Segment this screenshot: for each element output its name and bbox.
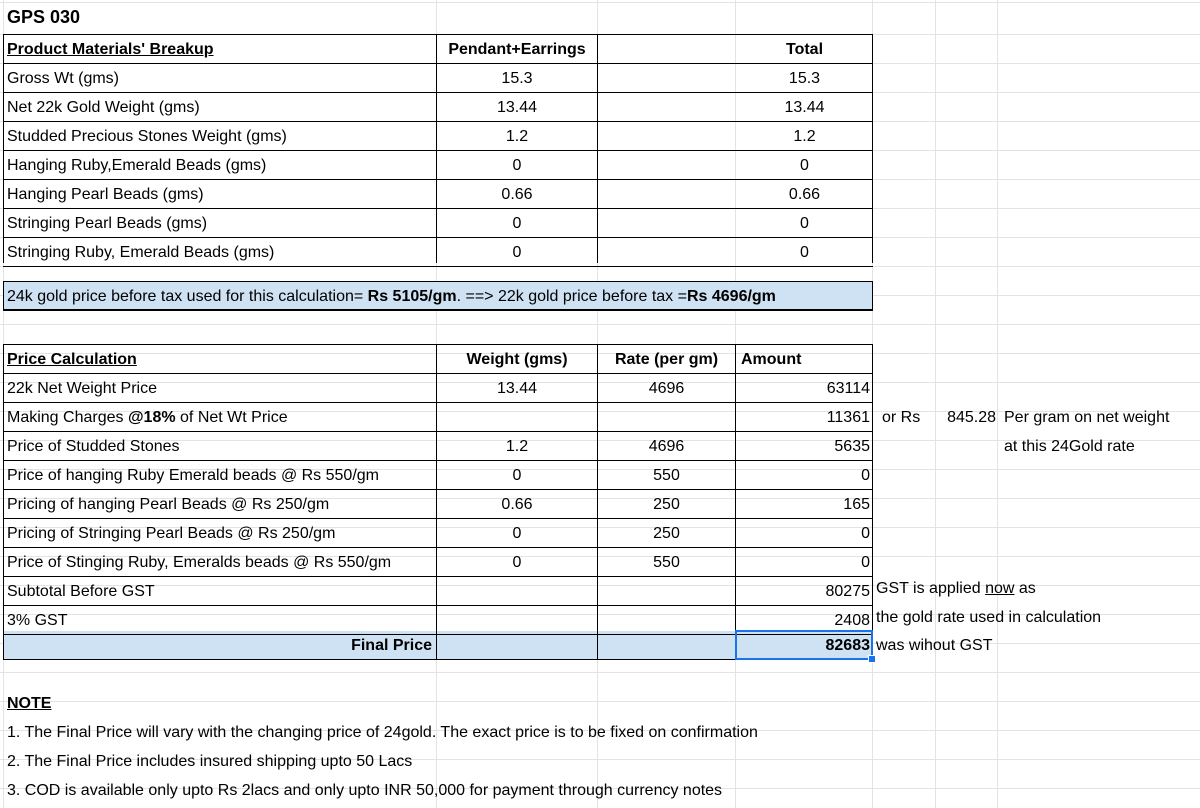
price-row-rate[interactable] bbox=[598, 577, 735, 606]
price-header-amount[interactable]: Amount bbox=[741, 351, 802, 368]
materials-row-total[interactable]: 15.3 bbox=[788, 70, 821, 87]
materials-row-pendant[interactable]: 0 bbox=[512, 244, 522, 261]
final-price-label[interactable]: Final Price bbox=[351, 637, 432, 654]
sheet-title[interactable]: GPS 030 bbox=[7, 7, 81, 27]
price-header-weight[interactable]: Weight (gms) bbox=[466, 351, 568, 368]
selected-cell[interactable] bbox=[735, 630, 873, 660]
price-row-label[interactable]: Price of hanging Ruby Emerald beads @ Rs 550/gm bbox=[7, 467, 379, 484]
price-header-rate[interactable]: Rate (per gm) bbox=[614, 351, 719, 368]
per-gram-note-2: at this 24Gold rate bbox=[1004, 438, 1135, 455]
gst-note-3: was wihout GST bbox=[876, 637, 993, 654]
price-row-weight[interactable]: 0.66 bbox=[501, 496, 533, 513]
price-row-label[interactable]: Pricing of hanging Pearl Beads @ Rs 250/gm bbox=[7, 496, 330, 513]
materials-row-label[interactable]: Hanging Pearl Beads (gms) bbox=[7, 186, 204, 203]
price-row-weight[interactable]: 1.2 bbox=[505, 438, 529, 455]
price-row-rate[interactable]: 550 bbox=[653, 467, 680, 484]
materials-row-pendant[interactable]: 15.3 bbox=[501, 70, 533, 87]
making-charges-pre: Making Charges bbox=[7, 409, 128, 426]
price-row-amount[interactable]: 63114 bbox=[826, 380, 870, 397]
price-header-label[interactable]: Price Calculation bbox=[7, 351, 137, 368]
price-row-rate[interactable]: 250 bbox=[653, 496, 680, 513]
materials-row-label[interactable]: Net 22k Gold Weight (gms) bbox=[7, 99, 200, 116]
price-row-weight[interactable] bbox=[437, 606, 597, 635]
materials-row-label[interactable]: Gross Wt (gms) bbox=[7, 70, 119, 87]
making-charges-post: of Net Wt Price bbox=[175, 409, 288, 426]
price-row-weight[interactable] bbox=[437, 577, 597, 606]
materials-row-label[interactable]: Stringing Ruby, Emerald Beads (gms) bbox=[7, 244, 275, 261]
materials-row-pendant[interactable]: 0.66 bbox=[501, 186, 533, 203]
price-row-label[interactable]: Pricing of Stringing Pearl Beads @ Rs 250/gm bbox=[7, 525, 336, 542]
price-row-weight[interactable] bbox=[437, 403, 597, 432]
materials-row-total[interactable]: 0 bbox=[800, 215, 809, 232]
materials-row-pendant[interactable]: 0 bbox=[512, 157, 522, 174]
price-row-amount[interactable]: 0 bbox=[861, 554, 870, 571]
gst-note-1 bbox=[869, 574, 1199, 603]
final-price-amount[interactable]: 82683 bbox=[825, 637, 870, 654]
price-row-rate[interactable]: 4696 bbox=[648, 438, 685, 455]
price-row-weight[interactable]: 0 bbox=[512, 467, 522, 484]
materials-row-pendant[interactable]: 13.44 bbox=[496, 99, 538, 116]
materials-row-total[interactable]: 0 bbox=[800, 244, 809, 261]
materials-row-pendant[interactable]: 0 bbox=[512, 215, 522, 232]
price-row-amount[interactable]: 5635 bbox=[834, 438, 870, 455]
materials-row-total[interactable]: 0 bbox=[800, 157, 809, 174]
price-row-rate[interactable] bbox=[598, 403, 735, 432]
price-row-rate[interactable] bbox=[598, 606, 735, 635]
note-heading[interactable]: NOTE bbox=[7, 695, 52, 712]
price-row-amount[interactable]: 165 bbox=[843, 496, 870, 513]
price-row-weight[interactable]: 13.44 bbox=[496, 380, 538, 397]
materials-header-pendant[interactable]: Pendant+Earrings bbox=[448, 41, 586, 58]
price-row-amount[interactable]: 80275 bbox=[825, 583, 870, 600]
materials-row-label[interactable]: Studded Precious Stones Weight (gms) bbox=[7, 128, 287, 145]
gold-rate-part1: 24k gold price before tax used for this calculation= bbox=[7, 288, 368, 305]
price-row-label[interactable]: 3% GST bbox=[7, 612, 68, 629]
note-line-2[interactable]: 2. The Final Price includes insured shipping upto 50 Lacs bbox=[7, 753, 413, 770]
gold-rate-22k: Rs 4696/gm bbox=[686, 288, 776, 305]
price-row-weight[interactable]: 0 bbox=[512, 525, 522, 542]
making-charges-label[interactable] bbox=[0, 403, 430, 432]
making-or-label: or Rs bbox=[882, 409, 921, 426]
price-row-amount[interactable]: 11361 bbox=[826, 409, 870, 426]
materials-header-total[interactable]: Total bbox=[785, 41, 824, 58]
price-row-amount[interactable]: 0 bbox=[861, 525, 870, 542]
price-row-weight[interactable]: 0 bbox=[512, 554, 522, 571]
materials-row-total[interactable]: 1.2 bbox=[793, 128, 816, 145]
note-line-3[interactable]: 3. COD is available only upto Rs 2lacs and only upto INR 50,000 for payment through currency notes bbox=[7, 782, 723, 799]
price-row-label[interactable]: Subtotal Before GST bbox=[7, 583, 155, 600]
price-row-rate[interactable]: 250 bbox=[653, 525, 680, 542]
note-line-1[interactable]: 1. The Final Price will vary with the changing price of 24gold. The exact price is to be fixed on confirmation bbox=[7, 724, 758, 741]
price-row-rate[interactable]: 550 bbox=[653, 554, 680, 571]
making-rate-value[interactable]: 845.28 bbox=[947, 409, 996, 426]
price-row-amount[interactable]: 0 bbox=[861, 467, 870, 484]
gold-rate-part3: . ==> 22k gold price before tax = bbox=[456, 288, 687, 305]
materials-row-total[interactable]: 0.66 bbox=[788, 186, 821, 203]
gst-note-1-post: as bbox=[1014, 580, 1036, 597]
gst-note-1-pre: GST is applied bbox=[876, 580, 986, 597]
materials-row-pendant[interactable]: 1.2 bbox=[505, 128, 529, 145]
materials-row-label[interactable]: Stringing Pearl Beads (gms) bbox=[7, 215, 208, 232]
materials-row-label[interactable]: Hanging Ruby,Emerald Beads (gms) bbox=[7, 157, 267, 174]
per-gram-note-1: Per gram on net weight bbox=[1004, 409, 1170, 426]
gold-rate-text[interactable] bbox=[0, 282, 900, 311]
materials-row-total[interactable]: 13.44 bbox=[784, 99, 825, 116]
price-row-label[interactable]: Price of Stinging Ruby, Emeralds beads @ Rs 550/gm bbox=[7, 554, 392, 571]
gst-note-2: the gold rate used in calculation bbox=[876, 609, 1102, 626]
making-charges-pct: @18% bbox=[127, 409, 176, 426]
gst-note-1-now: now bbox=[985, 580, 1015, 597]
price-row-label[interactable]: 22k Net Weight Price bbox=[7, 380, 157, 397]
price-row-amount[interactable]: 2408 bbox=[834, 612, 870, 629]
price-row-rate[interactable]: 4696 bbox=[648, 380, 685, 397]
price-row-label[interactable]: Price of Studded Stones bbox=[7, 438, 180, 455]
materials-header-label[interactable]: Product Materials' Breakup bbox=[7, 41, 214, 58]
gold-rate-24k: Rs 5105/gm bbox=[367, 288, 457, 305]
